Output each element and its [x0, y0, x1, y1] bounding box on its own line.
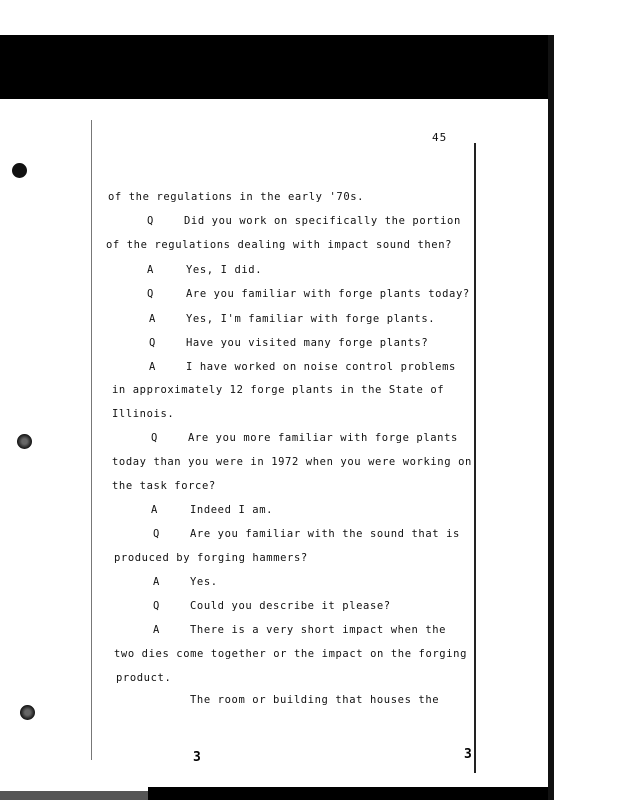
scan-top-border — [0, 35, 548, 99]
speaker-label: Q — [151, 432, 158, 444]
transcript-line: Yes. — [190, 576, 218, 588]
bottom-mark-left: 3 — [193, 750, 201, 765]
left-margin-rule — [91, 120, 92, 760]
transcript-line: There is a very short impact when the — [190, 624, 447, 636]
transcript-line: Yes, I did. — [186, 264, 263, 276]
transcript-line: Are you more familiar with forge plants — [188, 432, 458, 444]
speaker-label: A — [153, 576, 160, 588]
speaker-label: A — [147, 264, 154, 276]
speaker-label: Q — [149, 337, 156, 349]
transcript-line: produced by forging hammers? — [114, 552, 308, 564]
transcript-line: Are you familiar with forge plants today? — [186, 288, 470, 300]
transcript-line: Yes, I'm familiar with forge plants. — [186, 313, 436, 325]
transcript-line: today than you were in 1972 when you were working on — [112, 456, 472, 468]
speaker-label: Q — [153, 600, 160, 612]
transcript-line: of the regulations in the early '70s. — [108, 191, 365, 203]
transcript-line: Are you familiar with the sound that is — [190, 528, 460, 540]
transcript-line: I have worked on noise control problems — [186, 361, 456, 373]
transcript-line: the task force? — [112, 480, 216, 492]
scan-bottom-left-border — [0, 791, 148, 800]
right-margin-rule — [474, 143, 476, 773]
speaker-label: Q — [147, 215, 154, 227]
speaker-label: A — [151, 504, 158, 516]
transcript-line: Could you describe it please? — [190, 600, 391, 612]
speaker-label: Q — [153, 528, 160, 540]
transcript-line: Did you work on specifically the portion — [184, 215, 461, 227]
transcript-line: in approximately 12 forge plants in the State of — [112, 384, 445, 396]
transcript-line: product. — [116, 672, 172, 684]
bottom-mark-right: 3 — [464, 747, 472, 762]
speaker-label: A — [153, 624, 160, 636]
transcript-line: two dies come together or the impact on the forging — [114, 648, 467, 660]
speaker-label: A — [149, 361, 156, 373]
punch-hole-top — [12, 163, 27, 178]
transcript-line: Illinois. — [112, 408, 175, 420]
punch-hole-middle — [17, 434, 32, 449]
punch-hole-bottom — [20, 705, 35, 720]
transcript-line: The room or building that houses the — [190, 694, 440, 706]
transcript-line: of the regulations dealing with impact sound then? — [106, 239, 453, 251]
scan-bottom-border — [148, 787, 548, 800]
speaker-label: A — [149, 313, 156, 325]
transcript-line: Have you visited many forge plants? — [186, 337, 429, 349]
page-number: 45 — [432, 131, 448, 144]
speaker-label: Q — [147, 288, 154, 300]
scan-right-border — [548, 35, 554, 800]
transcript-line: Indeed I am. — [190, 504, 274, 516]
